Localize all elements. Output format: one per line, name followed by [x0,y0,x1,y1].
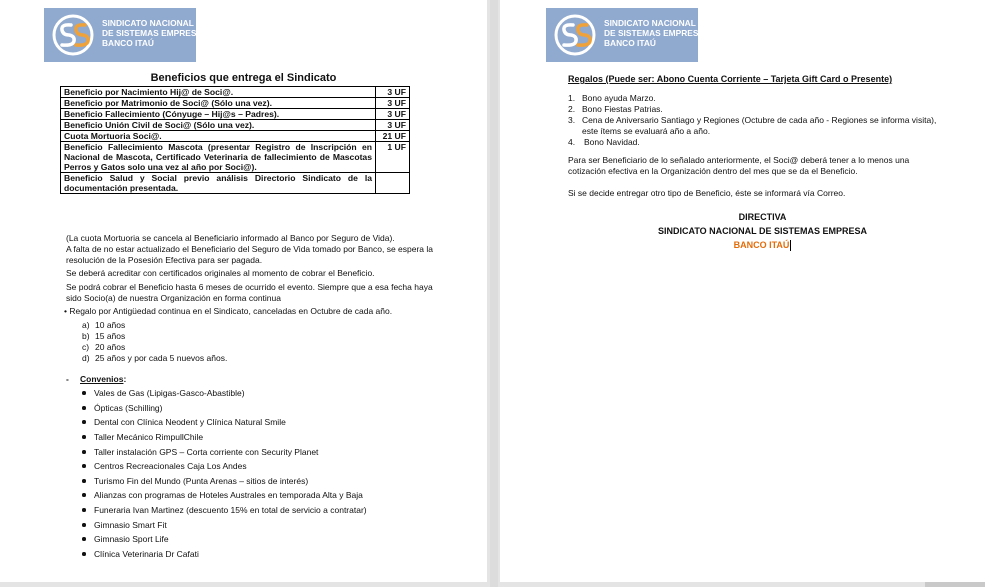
table-row [61,131,410,142]
logo-line-3: BANCO ITAÚ [604,38,656,48]
logo-line-1: SINDICATO NACIONAL [604,18,696,28]
regalo-item: Cena de Aniversario Santiago y Regiones (Octubre de cada año - Regiones se informa visita), [582,115,937,125]
benefit-description: Cuota Mortuoria Soci@. [61,131,376,142]
logo-line-1: SINDICATO NACIONAL [102,18,194,28]
document-page-left [0,0,487,582]
benefit-description: Beneficio por Matrimonio de Soci@ (Sólo una vez). [61,98,376,109]
document-page-right [500,0,985,582]
convenio-item: Gimnasio Sport Life [94,534,169,544]
convenio-item: Taller instalación GPS – Corta corriente con Security Planet [94,447,319,457]
benefit-description: Beneficio Fallecimiento Mascota (presentar Registro de Inscripción en Nacional de Mascota, Certificado Veterinaria de fallecimiento de Mascotas Perros y Gatos solo una vez al año por Soci@). [61,142,376,173]
page-gap-scrollbar[interactable] [490,0,498,587]
signature-directiva: DIRECTIVA [738,212,787,222]
convenios-heading [80,374,126,384]
convenio-item: Gimnasio Smart Fit [94,520,167,530]
regalo-marker: 1. [568,93,576,103]
convenio-item: Vales de Gas (Lipigas-Gasco-Abastible) [94,388,245,398]
bullet-icon [82,552,86,556]
convenio-item: Dental con Clínica Neodent y Clínica Natural Smile [94,417,286,427]
deadline-note-line-2: sido Socio(a) de nuestra Organización en forma continua [66,293,281,303]
table-row [61,109,410,120]
regalo-item-continued: este ítems se evaluará año a año. [582,126,711,136]
bullet-icon [82,523,86,527]
union-logo-icon [49,14,99,56]
other-benefit-note: Si se decide entregar otro tipo de Beneficio, éste se informará vía Correo. [568,188,846,198]
bullet-icon [82,450,86,454]
table-row [61,173,410,194]
union-logo [44,8,203,62]
convenio-item: Alianzas con programas de Hoteles Australes en temporada Alta y Baja [94,490,363,500]
bullet-icon [82,435,86,439]
bullet-icon [82,464,86,468]
certificates-note: Se deberá acreditar con certificados originales al momento de cobrar el Beneficio. [66,268,375,278]
union-logo-icon [551,14,601,56]
convenio-item: Taller Mecánico RimpullChile [94,432,204,442]
seniority-marker-c: c) [82,342,90,352]
benefit-amount: 3 UF [376,120,410,131]
seniority-item: 25 años y por cada 5 nuevos años. [95,353,228,363]
benefit-amount: 3 UF [376,87,410,98]
signature-sindicato: SINDICATO NACIONAL DE SISTEMAS EMPRESA [657,226,868,236]
seniority-item: 10 años [95,320,126,330]
bullet-icon [82,537,86,541]
benefits-table [60,86,410,194]
convenio-item: Ópticas (Schilling) [94,403,163,413]
table-row [61,87,410,98]
convenio-item: Centros Recreacionales Caja Los Andes [94,461,247,471]
convenios-colon: : [123,374,127,384]
benefit-amount: 21 UF [376,131,410,142]
bullet-icon [82,479,86,483]
table-row [61,120,410,131]
seniority-marker-a: a) [82,320,90,330]
regalo-marker: 3. [568,115,576,125]
horizontal-scrollbar[interactable] [925,582,985,587]
mortuary-note-line-1: (La cuota Mortuoria se cancela al Beneficiario informado al Banco por Seguro de Vida). [66,233,395,243]
regalos-title: Regalos (Puede ser: Abono Cuenta Corriente – Tarjeta Gift Card o Presente) [568,74,893,84]
seniority-gift-note: • Regalo por Antigüedad continua en el Sindicato, canceladas en Octubre de cada año. [64,306,393,316]
convenios-title: Convenios [80,374,124,384]
benefit-amount [376,173,410,194]
logo-line-2: DE SISTEMAS EMPRESA [604,28,705,38]
convenio-item: Turismo Fin del Mundo (Punta Arenas – sitios de interés) [94,476,309,486]
regalo-marker: 4. [568,137,576,147]
eligibility-line-2: cotización efectiva en la Organización dentro del mes que se da el Beneficio. [568,166,858,176]
signature-bank-line [650,240,875,251]
seniority-marker-b: b) [82,331,90,341]
table-row [61,98,410,109]
benefit-amount: 1 UF [376,142,410,173]
benefit-description: Beneficio Salud y Social previo análisis Directorio Sindicato de la documentación presentada. [61,173,376,194]
bullet-icon [82,391,86,395]
logo-line-2: DE SISTEMAS EMPRESA [102,28,203,38]
mortuary-note-line-3: resolución de la Posesión Efectiva para ser pagada. [66,255,263,265]
logo-line-3: BANCO ITAÚ [102,38,154,48]
bullet-icon [82,508,86,512]
regalo-item: Bono Fiestas Patrias. [582,104,663,114]
seniority-item: 20 años [95,342,126,352]
regalo-marker: 2. [568,104,576,114]
benefits-title: Beneficios que entrega el Sindicato [150,72,337,84]
table-row [61,142,410,173]
benefit-amount: 3 UF [376,98,410,109]
bullet-icon [82,420,86,424]
convenios-dash: - [66,374,69,384]
signature-bank: BANCO ITAÚ [733,240,790,250]
bullet-icon [82,406,86,410]
seniority-item: 15 años [95,331,126,341]
benefit-description: Beneficio por Nacimiento Hij@ de Soci@. [61,87,376,98]
benefit-description: Beneficio Fallecimiento (Cónyuge – Hij@s – Padres). [61,109,376,120]
deadline-note-line-1: Se podrá cobrar el Beneficio hasta 6 meses de ocurrido el evento. Siempre que a esa fecha haya [66,282,433,292]
benefit-amount: 3 UF [376,109,410,120]
bullet-icon [82,493,86,497]
text-cursor [790,240,791,251]
convenio-item: Clínica Veterinaria Dr Cafati [94,549,199,559]
regalo-item: Bono ayuda Marzo. [582,93,656,103]
convenio-item: Funeraria Ivan Martinez (descuento 15% en total de servicio a contratar) [94,505,367,515]
seniority-marker-d: d) [82,353,90,363]
eligibility-line-1: Para ser Beneficiario de lo señalado anteriormente, el Soci@ deberá tener a lo menos una [568,155,910,165]
mortuary-note-line-2: A falta de no estar actualizado el Beneficiario del Seguro de Vida tomado por Banco, se espera la [66,244,433,254]
regalo-item: Bono Navidad. [584,137,640,147]
union-logo [546,8,705,62]
benefit-description: Beneficio Unión Civil de Soci@ (Sólo una vez). [61,120,376,131]
